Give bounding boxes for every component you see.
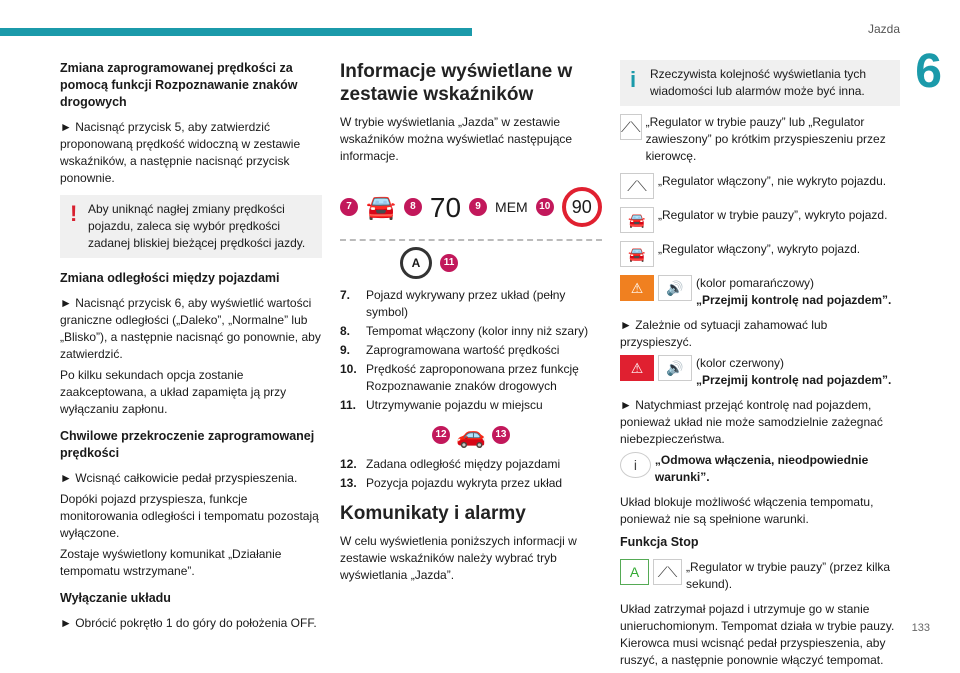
paragraph: W celu wyświetlenia poniższych informacji w zestawie wskaźników należy wybrać tryb wyświetlania „Jazda”. [340,534,577,582]
chapter-number: 6 [915,45,942,98]
dashed-divider [340,239,602,241]
top-accent-bar [0,28,472,36]
car-lane-icon: 🚘 [620,207,654,233]
section-title: Jazda [867,22,900,36]
warning-box [60,195,322,258]
column-middle [340,60,602,588]
msg-row: ⚠ 🔊 (kolor pomarańczowy) „Przejmij kontrolę nad pojazdem”. [620,275,900,309]
hold-icon: A [400,247,432,279]
info-box [620,60,900,106]
list-item: 10. Prędkość zaproponowana przez funkcję Rozpoznawanie znaków drogowych [340,362,579,393]
badge-9: 9 [469,198,487,216]
msg-row: A ⟋⟍ „Regulator w trybie pauzy” (przez kilka sekund). [620,559,900,593]
distance-illustration [340,421,602,449]
info-text: Rzeczywista kolejność wyświetlania tych wiadomości lub alarmów może być inna. [650,67,867,98]
list-item: 13. Pozycja pojazdu wykryta przez układ [340,476,563,490]
set-speed: 70 [429,191,462,223]
badge-7: 7 [340,198,358,216]
msg-row: i „Odmowa włączenia, nieodpowiednie warunki”. [620,452,900,486]
warning-icon: ! [70,201,78,226]
heading-exceed: Chwilowe przekroczenie zaprogramowanej prędkości [60,429,315,460]
legend-list-2 [340,456,602,492]
paragraph: Zostaje wyświetlony komunikat „Działanie tempomatu wstrzymane”. [60,547,282,578]
heading-info: Informacje wyświetlane w zestawie wskaźników [340,61,573,105]
paragraph: ► Nacisnąć przycisk 5, aby zatwierdzić proponowaną prędkość widoczną w zestawie wskaźników, a następnie nacisnąć przycisk ponownie. [60,120,301,185]
mem-label: MEM [495,198,528,215]
list-item: 12. Zadana odległość między pojazdami [340,457,561,471]
paragraph: ► Wcisnąć całkowicie pedał przyspieszenia. [60,471,298,485]
badge-8: 8 [404,198,422,216]
heading-stop: Funkcja Stop [620,535,699,549]
warning-text: Aby uniknąć nagłej zmiany prędkości pojazdu, zaleca się wybór prędkości zadanej bliskiej bieżącej prędkości jazdy. [88,202,306,250]
hold-illustration [400,247,602,279]
paragraph: ► Nacisnąć przycisk 6, aby wyświetlić wartości graniczne odległości („Daleko”, „Normalne” lub „Blisko”), a następnie nacisnąć go ponownie, aby zatwierdzić. [60,296,321,361]
msg-row: ⟋⟍ „Regulator włączony”, nie wykryto pojazdu. [620,173,900,199]
badge-10: 10 [536,198,554,216]
sound-icon: 🔊 [658,275,692,301]
badge-12: 12 [432,426,450,444]
hold-green-icon: A [620,559,649,585]
column-left [60,60,322,636]
list-item: 8. Tempomat włączony (kolor inny niż szary) [340,324,589,338]
badge-13: 13 [492,426,510,444]
car-lane-icon: 🚘 [620,241,654,267]
list-item: 11. Utrzymywanie pojazdu w miejscu [340,398,543,412]
heading-distance: Zmiana odległości między pojazdami [60,271,280,285]
heading-change-speed: Zmiana zaprogramowanej prędkości za pomocą funkcji Rozpoznawanie znaków drogowych [60,61,298,109]
msg-row: 🚘 „Regulator włączony”, wykryto pojazd. [620,241,900,267]
info-icon: i [630,67,637,92]
paragraph: ► Obrócić pokrętło 1 do góry do położenia OFF. [60,616,317,630]
dashboard-illustration [340,181,602,233]
badge-11: 11 [440,254,458,272]
column-right: i Rzeczywista kolejność wyświetlania tych wiadomości lub alarmów może być inna. ⟋⟍ „Regulator w trybie pauzy” lub „Regulator zawieszony” po krótkim przyspieszeniu przez kierowcę. ⟋⟍ „Regulator włączony”, nie wykryto pojazdu. 🚘 „Regulator w trybie pauzy”, wykryto pojazd. 🚘 „Regulator włączony”, wykryto pojazd. ⚠ 🔊 (kolor pomarańczowy) „Przejmij kontrolę nad pojazdem”. ► Zależnie od sytuacji zahamować lub przyspieszyć. ⚠ 🔊 (kolor czerwony) „Przejmij kontrolę nad pojazdem”. ► Natychmiast przejąć kontrolę nad pojazdem, ponieważ układ nie może samodzielnie zażegnać niebezpieczeństwa. i „Odmowa włączenia, nieodpowiednie warunki”. Układ blokuje możliwość włączenia tempomatu, ponieważ nie są spełnione warunki. Funkcja Stop A ⟋⟍ „Regulator w trybie pauzy” (przez kilka sekund). Układ zatrzymał pojazd i utrzymuje go w stanie unieruchomionym. Tempomat działa w trybie pauzy. Kierowca musi wcisnąć pedał przyspieszenia, aby ruszyć, a następnie ponownie włączyć tempomat. [620,60,900,673]
list-item: 7. Pojazd wykrywany przez układ (pełny symbol) [340,288,566,319]
heading-messages: Komunikaty i alarmy [340,503,526,524]
alert-red-icon: ⚠ [620,355,654,381]
car-sensor-icon: 🚘 [366,193,396,221]
page-number: 133 [911,622,930,634]
car-front-icon: 🚗 [456,421,486,449]
speed-limit-sign: 90 [562,187,602,227]
msg-row: ⟋⟍ „Regulator w trybie pauzy” lub „Regulator zawieszony” po krótkim przyspieszeniu przez kierowcę. [621,115,886,163]
paragraph: Po kilku sekundach opcja zostanie zaakceptowana, a układ zapamięta ją przy wyłączaniu zapłonu. [60,368,287,416]
info-circle-icon: i [620,452,651,478]
lane-icon: ⟋⟍ [653,559,682,585]
legend-list-1 [340,287,602,414]
heading-off: Wyłączanie układu [60,591,171,605]
paragraph: W trybie wyświetlania „Jazda” w zestawie wskaźników można wyświetlać następujące informacje. [340,115,573,163]
lane-icon: ⟋⟍ [620,114,642,140]
list-item: 9. Zaprogramowana wartość prędkości [340,343,560,357]
paragraph: Dopóki pojazd przyspiesza, funkcje monitorowania odległości i tempomatu pozostają wyłączone. [60,492,319,540]
lane-icon: ⟋⟍ [620,173,654,199]
msg-row: 🚘 „Regulator w trybie pauzy”, wykryto pojazd. [620,207,900,233]
msg-row: ⚠ 🔊 (kolor czerwony) „Przejmij kontrolę nad pojazdem”. [620,355,900,389]
alert-orange-icon: ⚠ [620,275,654,301]
sound-icon: 🔊 [658,355,692,381]
